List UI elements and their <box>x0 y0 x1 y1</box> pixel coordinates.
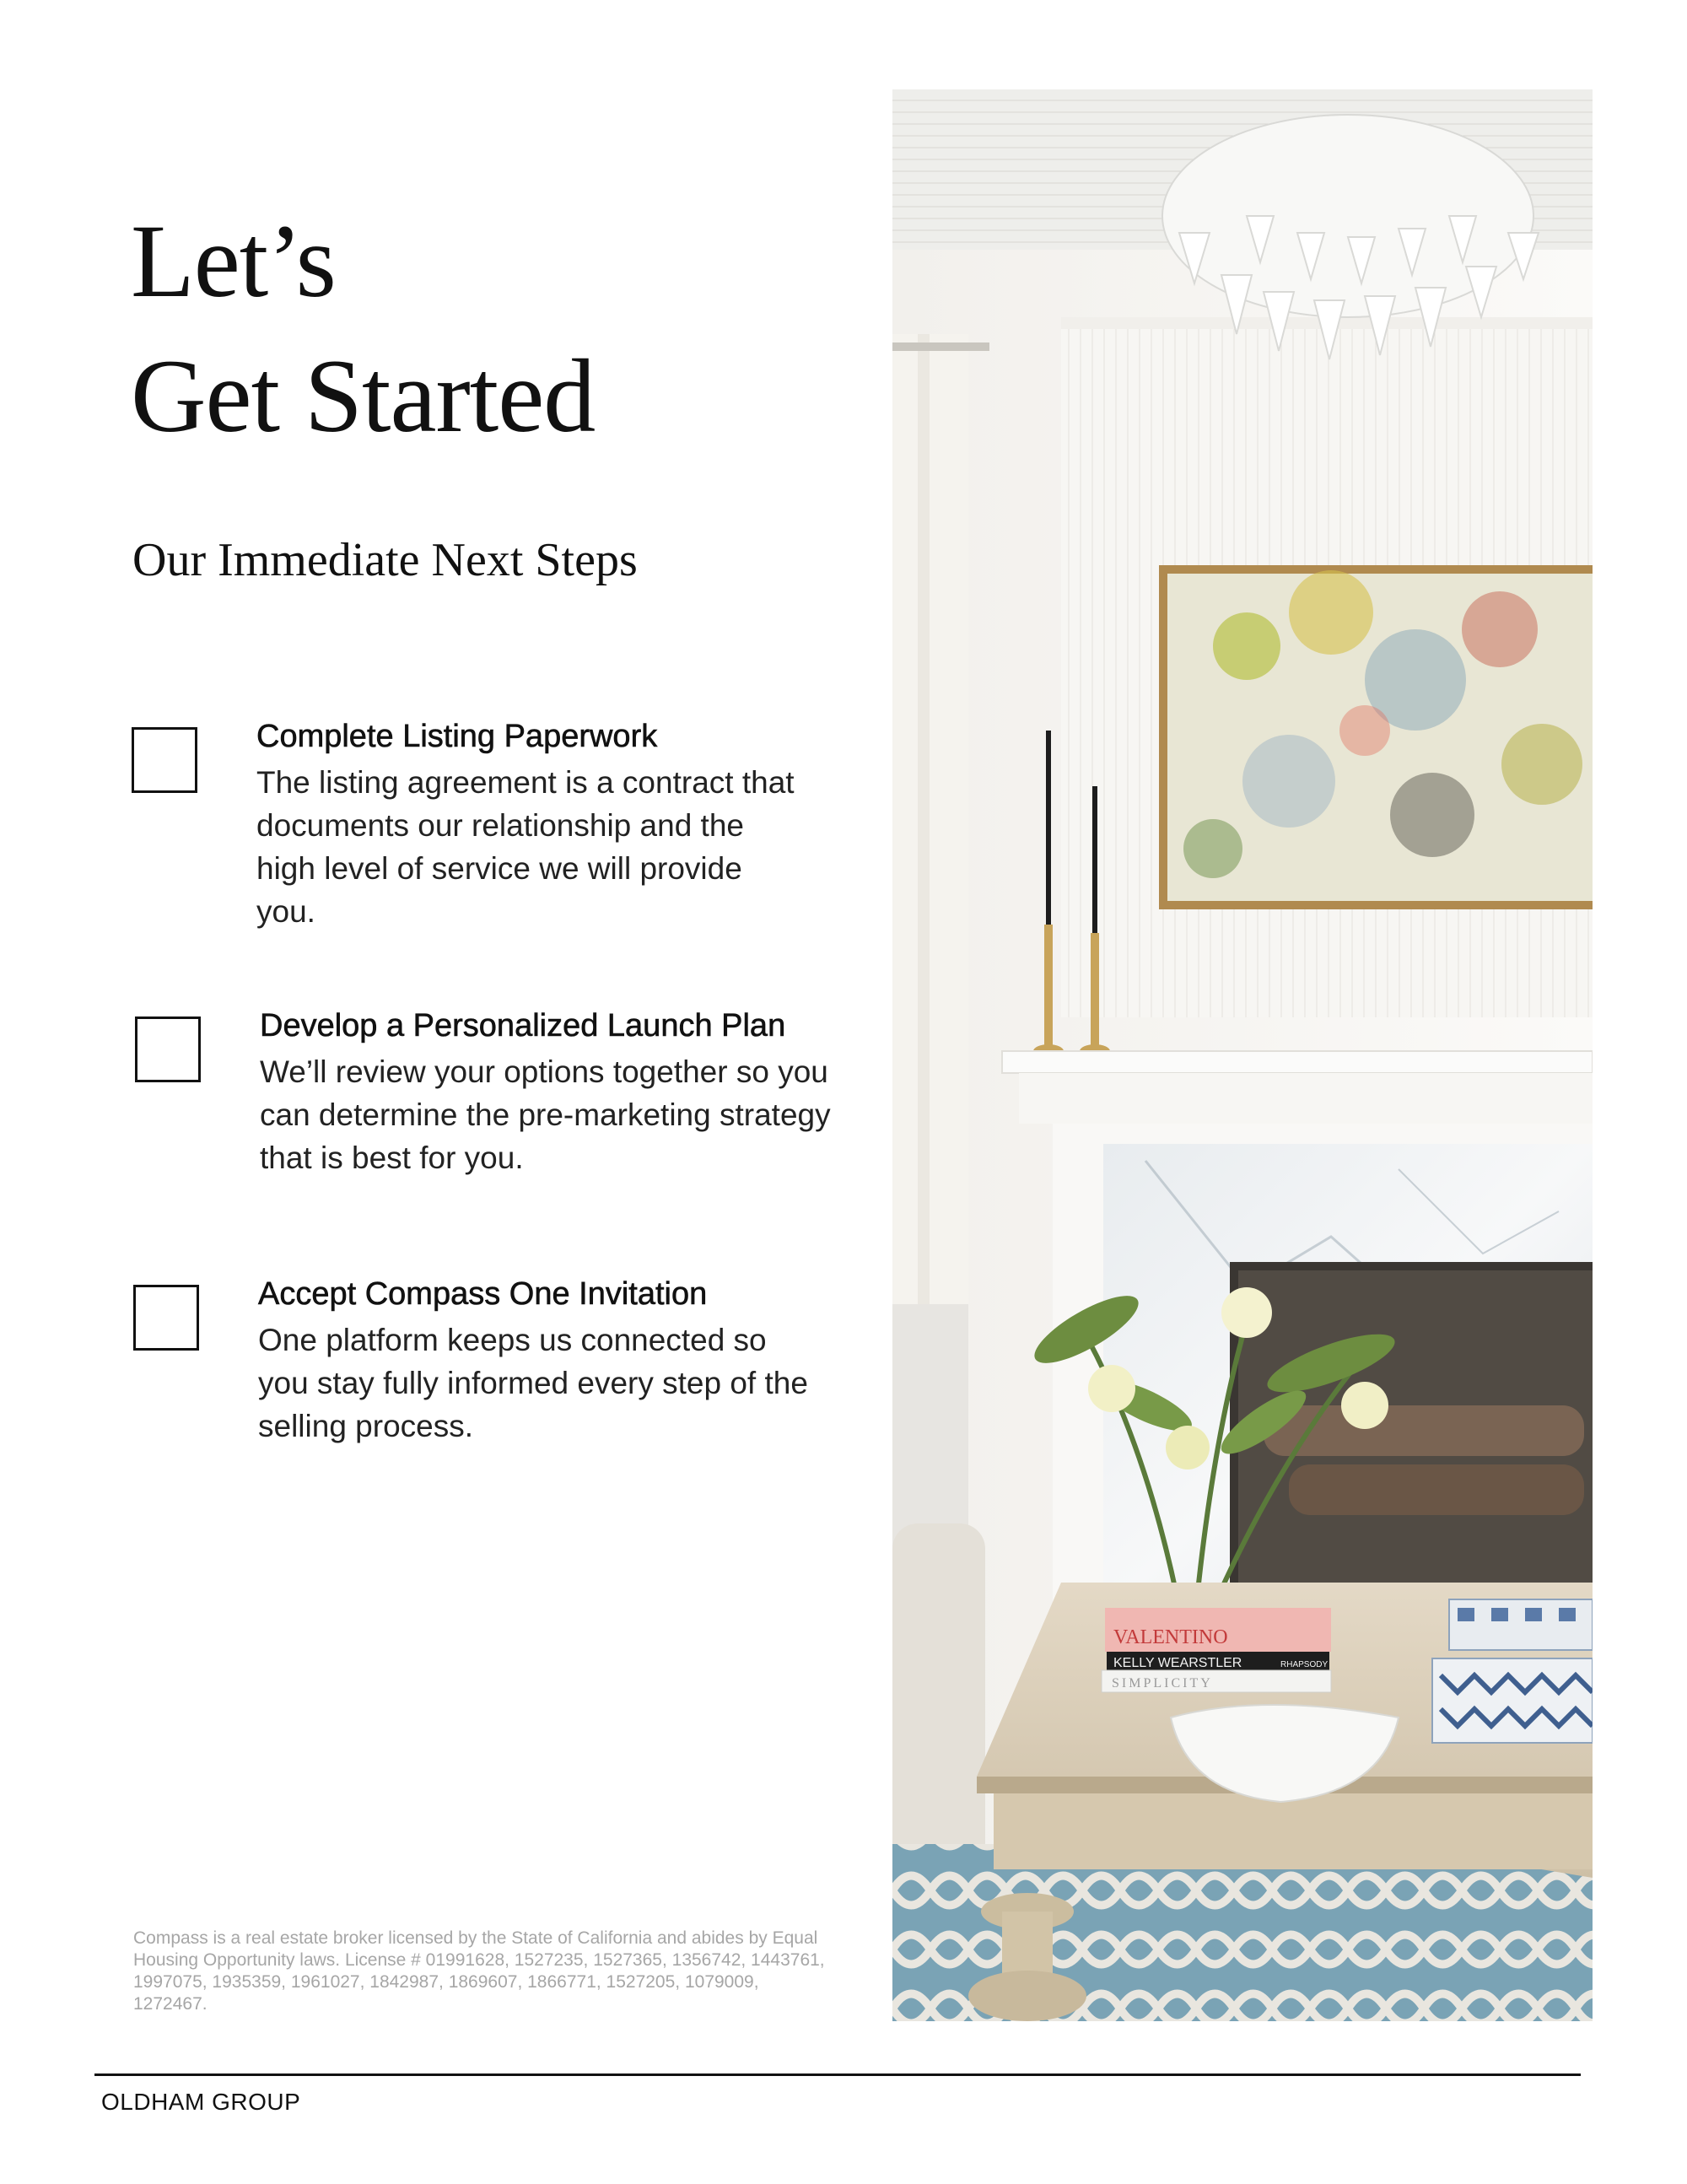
title-line-2: Get Started <box>131 338 596 454</box>
title-line-1: Let’s <box>131 203 336 319</box>
step-2-checkbox[interactable] <box>135 1017 201 1082</box>
step-2-title: Develop a Personalized Launch Plan <box>260 1008 786 1043</box>
step-1-description: The listing agreement is a contract that documents our relationship and the high level of service we will provide you. <box>256 765 795 929</box>
book-stack <box>1102 1608 1331 1692</box>
book-title-4: SIMPLICITY <box>1112 1676 1213 1691</box>
step-3-title: Accept Compass One Invitation <box>258 1276 708 1312</box>
step-3-description: One platform keeps us connected so you stay fully informed every step of the selling process. <box>258 1323 808 1443</box>
decorative-boxes <box>1432 1599 1593 1743</box>
book-title-2: KELLY WEARSTLER <box>1113 1656 1242 1670</box>
abstract-painting <box>1159 565 1593 909</box>
book-title-3: RHAPSODY <box>1280 1660 1329 1669</box>
footer-brand: OLDHAM GROUP <box>101 2089 301 2115</box>
license-disclaimer: Compass is a real estate broker licensed by the State of California and abides by Equal Housing Opportunity laws. License # 01991628, 1527235, 1527365, 1356742, 1443761, 1997075, 1935359, 1961027, 1842987, 1869607, 1866771, 1527205, 1079009, 1272467. <box>133 1928 825 2014</box>
step-2-description: We’ll review your options together so you can determine the pre-marketing strategy that is best for you. <box>260 1054 831 1175</box>
page-subtitle: Our Immediate Next Steps <box>132 534 638 586</box>
book-title-1: VALENTINO <box>1113 1626 1228 1648</box>
step-1-title: Complete Listing Paperwork <box>256 719 658 754</box>
interior-photo <box>892 89 1593 2021</box>
page-title <box>131 194 595 464</box>
step-3-checkbox[interactable] <box>133 1285 199 1351</box>
footer-divider <box>94 2073 1581 2076</box>
step-1-checkbox[interactable] <box>132 727 197 793</box>
